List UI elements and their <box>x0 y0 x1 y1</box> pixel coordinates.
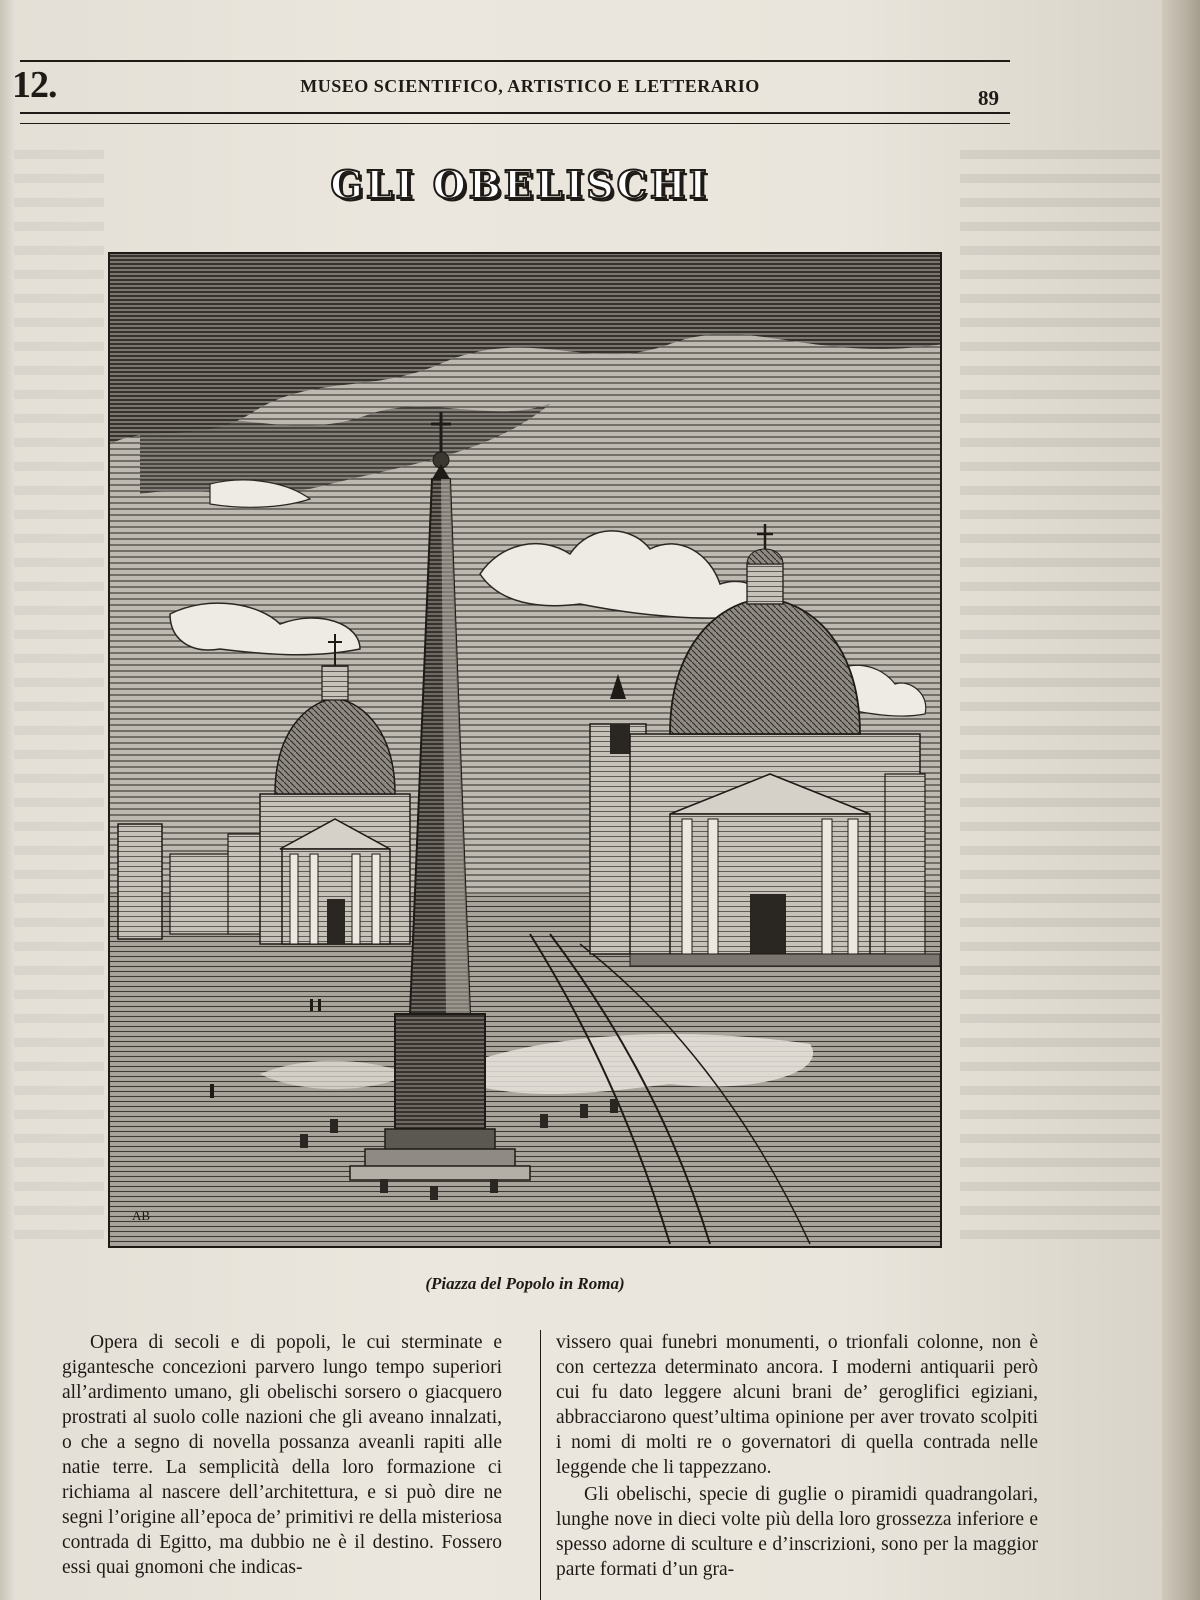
column-divider <box>540 1330 541 1600</box>
engraver-signature: AB <box>132 1208 151 1223</box>
article-title: GLI OBELISCHI <box>330 162 710 207</box>
page-number: 89 <box>978 86 999 110</box>
running-title: MUSEO SCIENTIFICO, ARTISTICO E LETTERARIO <box>300 76 760 96</box>
illustration-caption: (Piazza del Popolo in Roma) <box>425 1274 625 1293</box>
header-rule-bottom-thin <box>20 123 1010 124</box>
engraving-illustration <box>108 252 942 1248</box>
page-edge <box>1162 0 1200 1600</box>
body-column-right <box>556 1330 1038 1582</box>
piazza-engraving <box>110 254 942 1248</box>
body-column-left <box>62 1330 502 1580</box>
show-through-texture <box>960 150 1160 1250</box>
header-rule-top <box>20 60 1010 62</box>
paragraph: vissero quai funebri monumenti, o trionfali colonne, non è con certezza determinato ancora. I moderni antiquarii però cui fu dato leggere alcuni brani de’ geroglifici egiziani, abbracciarono quest’ultima opinione per aver trovato scolpiti i nomi di molti re o governatori di quella contrada nelle leggende che li tappezzano. <box>556 1332 1038 1478</box>
issue-number: 12. <box>12 64 57 106</box>
paragraph: Gli obelischi, specie di guglie o piramidi quadrangolari, lunghe nove in dieci volte più della loro grossezza inferiore e spesso adorne di sculture e d’inscrizioni, sono per la maggior parte formati d’un gra- <box>556 1484 1038 1580</box>
show-through-texture-left <box>14 150 104 1250</box>
paragraph: Opera di secoli e di popoli, le cui sterminate e gigantesche concezioni parvero lungo tempo superiori all’ardimento umano, gli obelischi sorsero o giacquero prostrati al suolo colle nazioni che gli aveano innalzati, o che a segno di novella possanza aveanli rapiti alle natie terre. La semplicità della loro formazione ci richiama al nascere dell’architettura, e si può dire ne segni l’origine all’epoca de’ primitivi re della misteriosa contrada di Egitto, ma dubbio ne è il destino. Fossero essi quai gnomoni che indicas- <box>62 1332 502 1578</box>
header-rule-bottom <box>20 112 1010 114</box>
binding-shadow <box>0 0 14 1600</box>
